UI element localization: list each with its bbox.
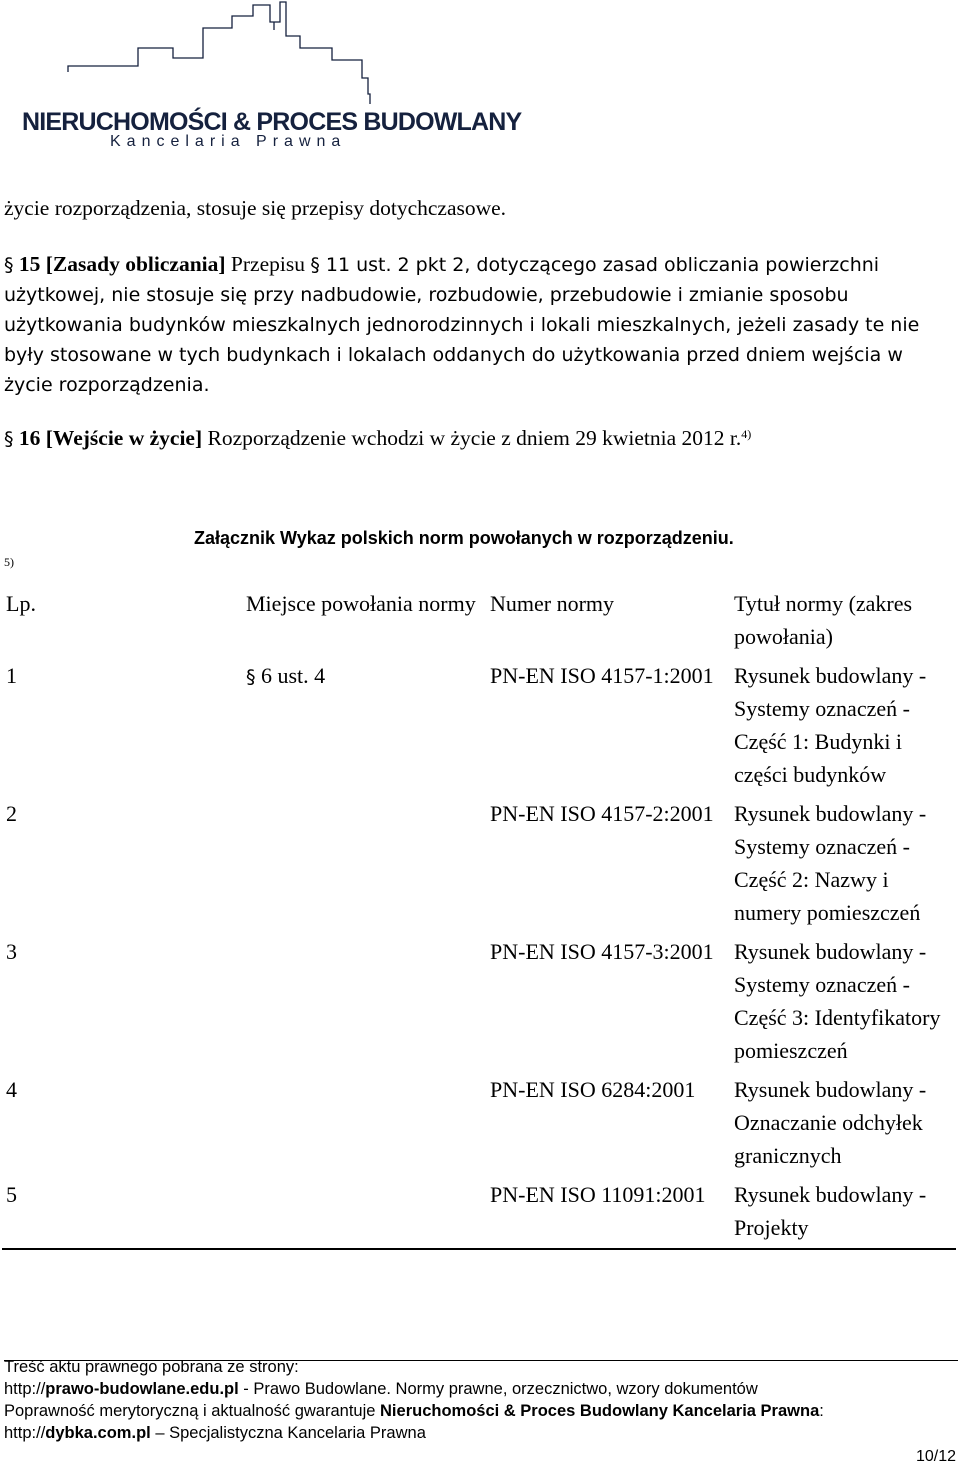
footer-url-prefix: http://: [4, 1424, 46, 1442]
table-row: [2, 795, 956, 933]
footer-domain: prawo-budowlane.edu.pl: [45, 1380, 239, 1398]
cell-tytul: Rysunek budowlany - Systemy oznaczeń - Część 3: Identyfikatory pomieszczeń: [734, 939, 941, 1063]
footer-url-prefix: http://: [4, 1380, 46, 1398]
section-symbol: §: [4, 428, 14, 450]
header-lp: Lp.: [6, 591, 36, 616]
cell-tytul: Rysunek budowlany - Systemy oznaczeń - Część 2: Nazwy i numery pomieszczeń: [734, 801, 927, 925]
skyline-logo-icon: [10, 0, 430, 110]
footer-colon: :: [819, 1402, 824, 1420]
footer-guarantee: [4, 1400, 824, 1422]
cell-numer: PN-EN ISO 11091:2001: [490, 1182, 706, 1207]
section-16-text: Rozporządzenie wchodzi w życie z dniem 29 kwietnia 2012 r.: [202, 426, 742, 450]
cell-lp: 5: [6, 1182, 17, 1207]
cell-lp: 2: [6, 801, 17, 826]
cell-numer: PN-EN ISO 4157-3:2001: [490, 939, 714, 964]
table-row: [2, 1176, 956, 1249]
logo-title: NIERUCHOMOŚCI & PROCES BUDOWLANY: [22, 108, 522, 136]
footer-guarantee-text: Poprawność merytoryczną i aktualność gwarantuje: [4, 1402, 381, 1420]
section-symbol: §: [4, 254, 14, 276]
section-16: [4, 424, 956, 454]
footer-firm-desc: – Specjalistyczna Kancelaria Prawna: [150, 1424, 426, 1442]
table-row: [2, 1071, 956, 1176]
section-symbol: §: [246, 666, 256, 688]
logo-subtitle: Kancelaria Prawna: [110, 133, 347, 150]
section-15-heading: 15 [Zasady obliczania]: [18, 252, 226, 276]
section-16-heading: 16 [Wejście w życie]: [18, 426, 203, 450]
cell-tytul: Rysunek budowlany - Systemy oznaczeń - Część 1: Budynki i części budynków: [734, 663, 927, 787]
header-miejsce: Miejsce powołania normy: [246, 591, 476, 616]
cell-miejsce: [242, 657, 486, 795]
section-15: [4, 250, 956, 400]
footnote-5-marker: 5): [4, 555, 14, 569]
paragraph-continuation: życie rozporządzenia, stosuje się przepisy dotychczasowe.: [4, 196, 507, 220]
page-number: 10/12: [915, 1448, 956, 1465]
footer-source-label: Treść aktu prawnego pobrana ze strony:: [4, 1358, 299, 1376]
cell-lp: 3: [6, 939, 17, 964]
section-15-text-b: 11 ust. 2 pkt 2, dotyczącego zasad obliczania powierzchni użytkowej, nie stosuje się przy nadbudowie, rozbudowie, przebudowie i zmianie sposobu użytkowania budynków mieszkalnych jednorodzinnych i lokali mieszkalnych, jeżeli zasady te nie były stosowane w tych budynkach i lokalach oddanych do użytkowania przed dniem wejścia w życie rozporządzenia.: [4, 254, 920, 396]
cell-tytul: Rysunek budowlany - Projekty: [734, 1182, 927, 1240]
header-tytul: Tytuł normy (zakres powołania): [734, 591, 913, 649]
cell-numer: PN-EN ISO 4157-1:2001: [490, 663, 714, 688]
table-row: [2, 657, 956, 795]
cell-miejsce: [242, 795, 486, 933]
header-numer: Numer normy: [490, 591, 615, 616]
section-15-text-a: Przepisu: [225, 252, 311, 276]
norms-table: [2, 585, 956, 1250]
footer-firm-link[interactable]: [4, 1422, 824, 1444]
cell-miejsce-text: 6 ust. 4: [255, 663, 326, 688]
footer-source-desc: - Prawo Budowlane. Normy prawne, orzecznictwo, wzory dokumentów: [238, 1380, 758, 1398]
firm-logo: [10, 0, 522, 160]
footer-firm-name: Nieruchomości & Proces Budowlany Kancelaria Prawna: [380, 1402, 820, 1420]
footer-firm-domain: dybka.com.pl: [45, 1424, 151, 1442]
cell-miejsce: [242, 933, 486, 1071]
cell-miejsce: [242, 1176, 486, 1249]
cell-miejsce: [242, 1071, 486, 1176]
footer-source-link[interactable]: [4, 1378, 824, 1400]
table-header-row: [2, 585, 956, 657]
table-row: [2, 933, 956, 1071]
section-symbol: §: [310, 254, 320, 276]
footnote-marker: 4): [741, 427, 752, 441]
cell-lp: 4: [6, 1077, 17, 1102]
cell-numer: PN-EN ISO 6284:2001: [490, 1077, 696, 1102]
annex-title: Załącznik Wykaz polskich norm powołanych w rozporządzeniu.: [194, 528, 734, 548]
cell-numer: PN-EN ISO 4157-2:2001: [490, 801, 714, 826]
cell-tytul: Rysunek budowlany - Oznaczanie odchyłek granicznych: [734, 1077, 927, 1168]
cell-lp: 1: [6, 663, 17, 688]
